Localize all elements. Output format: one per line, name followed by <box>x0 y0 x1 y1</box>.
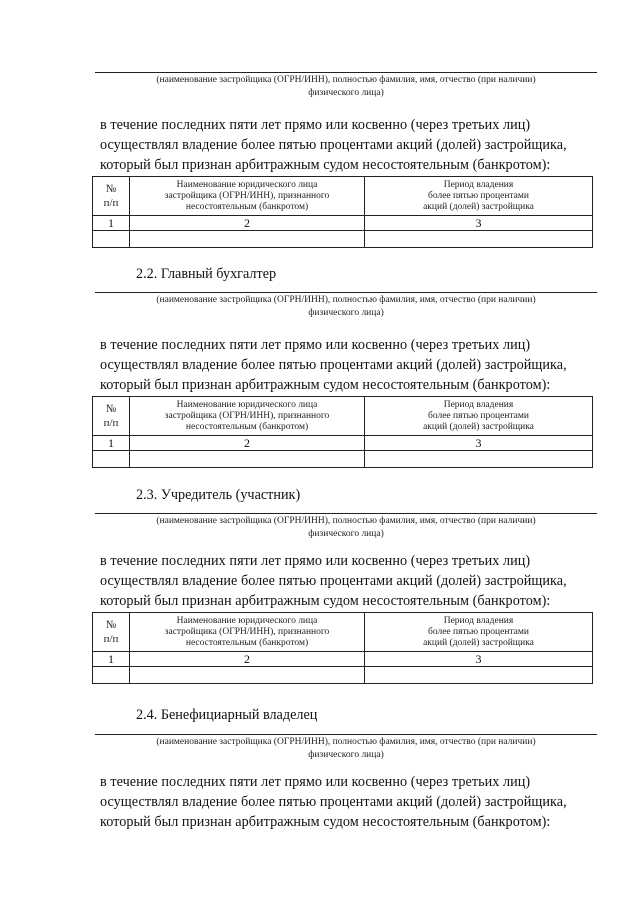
section-heading: 2.3. Учредитель (участник) <box>136 487 301 503</box>
table-row <box>93 451 593 468</box>
statement-line: в течение последних пяти лет прямо или косвенно (через третьих лиц) <box>100 337 531 353</box>
header-line: несостоятельным (банкротом) <box>185 637 309 648</box>
header-line: п/п <box>103 633 119 645</box>
table-cell[interactable] <box>365 667 593 684</box>
column-header-period <box>365 613 593 652</box>
header-line: Период владения <box>443 615 514 626</box>
field-caption <box>95 736 597 762</box>
statement-line: который был признан арбитражным судом несостоятельным (банкротом): <box>100 377 551 393</box>
field-caption-line: физического лица) <box>308 750 384 760</box>
header-line: более пятью процентами <box>428 626 529 637</box>
section-heading: 2.2. Главный бухгалтер <box>136 266 277 282</box>
field-caption-line: (наименование застройщика (ОГРН/ИНН), полностью фамилия, имя, отчество (при наличии) <box>156 295 536 305</box>
header-line: Наименование юридического лица <box>176 179 318 190</box>
column-index-row <box>93 436 593 451</box>
header-line: Наименование юридического лица <box>176 399 318 410</box>
table-cell[interactable] <box>130 451 365 468</box>
field-caption-line: (наименование застройщика (ОГРН/ИНН), полностью фамилия, имя, отчество (при наличии) <box>156 516 536 526</box>
table-cell[interactable] <box>130 667 365 684</box>
table-cell[interactable] <box>130 231 365 248</box>
header-line: № <box>105 619 117 631</box>
header-line: акций (долей) застройщика <box>423 201 534 212</box>
header-line: более пятью процентами <box>428 190 529 201</box>
statement-line: в течение последних пяти лет прямо или косвенно (через третьих лиц) <box>100 553 531 569</box>
column-header-number <box>93 177 130 216</box>
table-cell[interactable] <box>93 451 130 468</box>
statement-line: осуществлял владение более пятью процентами акций (долей) застройщика, <box>100 573 567 589</box>
column-index: 2 <box>130 652 365 667</box>
header-line: Период владения <box>443 179 514 190</box>
statement-paragraph <box>100 772 600 832</box>
statement-paragraph <box>100 115 600 175</box>
statement-line: осуществлял владение более пятью процентами акций (долей) застройщика, <box>100 137 567 153</box>
table-header-row <box>93 397 593 436</box>
header-line: несостоятельным (банкротом) <box>185 421 309 432</box>
header-line: застройщика (ОГРН/ИНН), признанного <box>164 190 330 201</box>
column-header-entity <box>130 613 365 652</box>
column-index: 1 <box>93 216 130 231</box>
header-line: Период владения <box>443 399 514 410</box>
name-entry-line[interactable] <box>95 734 597 735</box>
field-caption <box>95 294 597 320</box>
header-line: несостоятельным (банкротом) <box>185 201 309 212</box>
field-caption <box>95 74 597 100</box>
column-index: 3 <box>365 652 593 667</box>
name-entry-line[interactable] <box>95 513 597 514</box>
column-header-number <box>93 397 130 436</box>
ownership-table <box>92 612 593 684</box>
header-line: акций (долей) застройщика <box>423 637 534 648</box>
table-row <box>93 667 593 684</box>
column-header-period <box>365 397 593 436</box>
header-line: № <box>105 183 117 195</box>
table-cell[interactable] <box>93 231 130 248</box>
field-caption <box>95 515 597 541</box>
statement-line: осуществлял владение более пятью процентами акций (долей) застройщика, <box>100 794 567 810</box>
statement-line: в течение последних пяти лет прямо или косвенно (через третьих лиц) <box>100 774 531 790</box>
table-header-row <box>93 177 593 216</box>
statement-paragraph <box>100 335 600 395</box>
ownership-table <box>92 396 593 468</box>
header-line: № <box>105 403 117 415</box>
column-header-number <box>93 613 130 652</box>
ownership-table <box>92 176 593 248</box>
table-cell[interactable] <box>365 451 593 468</box>
header-line: Наименование юридического лица <box>176 615 318 626</box>
header-line: застройщика (ОГРН/ИНН), признанного <box>164 626 330 637</box>
statement-line: который был признан арбитражным судом несостоятельным (банкротом): <box>100 814 551 830</box>
field-caption-line: физического лица) <box>308 88 384 98</box>
column-index: 3 <box>365 216 593 231</box>
field-caption-line: физического лица) <box>308 308 384 318</box>
table-header-row <box>93 613 593 652</box>
header-line: более пятью процентами <box>428 410 529 421</box>
header-line: п/п <box>103 197 119 209</box>
name-entry-line[interactable] <box>95 72 597 73</box>
table-cell[interactable] <box>93 667 130 684</box>
field-caption-line: (наименование застройщика (ОГРН/ИНН), полностью фамилия, имя, отчество (при наличии) <box>156 737 536 747</box>
statement-line: который был признан арбитражным судом несостоятельным (банкротом): <box>100 593 551 609</box>
column-index-row <box>93 216 593 231</box>
column-index: 2 <box>130 216 365 231</box>
name-entry-line[interactable] <box>95 292 597 293</box>
field-caption-line: физического лица) <box>308 529 384 539</box>
statement-line: в течение последних пяти лет прямо или косвенно (через третьих лиц) <box>100 117 531 133</box>
column-header-period <box>365 177 593 216</box>
table-cell[interactable] <box>365 231 593 248</box>
header-line: акций (долей) застройщика <box>423 421 534 432</box>
statement-line: осуществлял владение более пятью процентами акций (долей) застройщика, <box>100 357 567 373</box>
column-index: 1 <box>93 436 130 451</box>
column-index: 1 <box>93 652 130 667</box>
column-index: 3 <box>365 436 593 451</box>
statement-paragraph <box>100 551 600 611</box>
table-row <box>93 231 593 248</box>
column-index-row <box>93 652 593 667</box>
field-caption-line: (наименование застройщика (ОГРН/ИНН), полностью фамилия, имя, отчество (при наличии) <box>156 75 536 85</box>
header-line: застройщика (ОГРН/ИНН), признанного <box>164 410 330 421</box>
column-header-entity <box>130 397 365 436</box>
statement-line: который был признан арбитражным судом несостоятельным (банкротом): <box>100 157 551 173</box>
section-heading: 2.4. Бенефициарный владелец <box>136 707 318 723</box>
column-header-entity <box>130 177 365 216</box>
column-index: 2 <box>130 436 365 451</box>
header-line: п/п <box>103 417 119 429</box>
